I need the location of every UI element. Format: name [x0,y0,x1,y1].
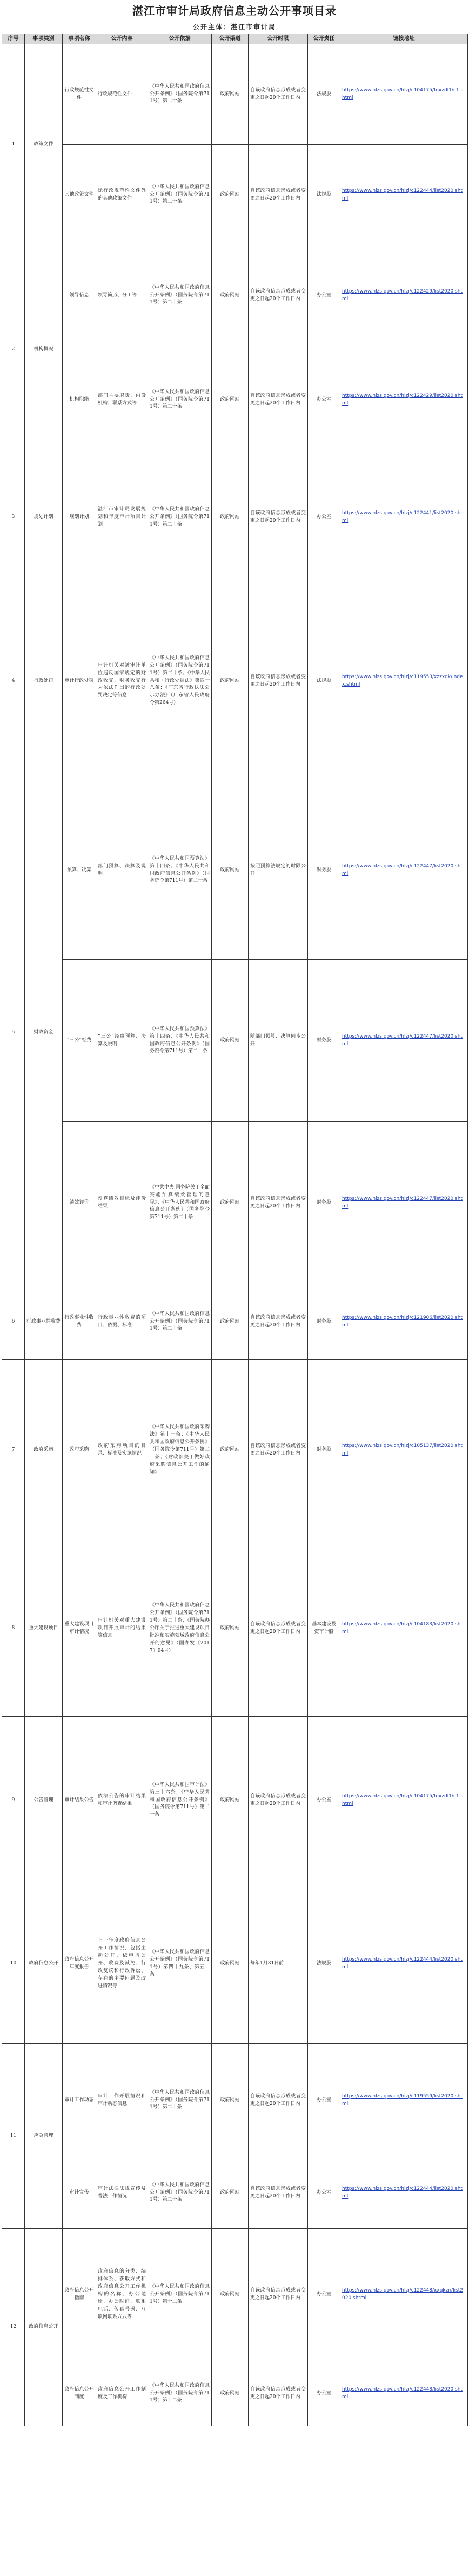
row-item-name: 预算、决算 [63,781,96,960]
row-link[interactable]: https://www.hlzs.gov.cn/hlzj/c121906/list2020.shtml [340,1284,468,1360]
page-title: 湛江市审计局政府信息主动公开事项目录 [132,4,337,17]
row-basis: 《中华人民共和国政府信息公开条例》（国务院令第711号）第二十条 [148,2157,212,2229]
row-content: 政府信息的分类、编排体系、获取方式和政府信息公开工作机构的名称、办公地址、办公时间、联系电话、传真号码、互联网联系方式等 [96,2229,148,2361]
row-item-name: 审计工作动态 [63,2044,96,2157]
row-number: 11 [2,2044,25,2229]
row-item-name: 政府信息公开年度报告 [63,1884,96,2044]
row-number: 4 [2,581,25,781]
row-channel: 政府网站 [212,781,249,960]
col-header-no: 序号 [2,34,25,44]
col-header-link: 链接地址 [340,34,468,44]
row-basis: 《中华人民共和国政府信息公开条例》（国务院令第711号）第二十条 [148,2044,212,2157]
row-basis: 《中华人民共和国政府信息公开条例》（国务院令第711号）第四十九条、第五十条 [148,1884,212,2044]
row-item-name: 领导信息 [63,245,96,346]
row-link[interactable]: https://www.hlzs.gov.cn/hlzj/c122444/list2020.shtml [340,145,468,245]
row-number: 10 [2,1884,25,2044]
row-channel: 政府网站 [212,581,249,781]
row-content: 行政规范性文件 [96,44,148,145]
col-header-content: 公开内容 [96,34,148,44]
row-item-name: 审计行政处罚 [63,581,96,781]
row-basis: 《中华人民共和国政府采购法》第十一条；《中华人民共和国政府信息公开条例》（国务院令第711号）第二十条；《财政部关于做好政府采购信息公开工作的通知》 [148,1360,212,1541]
row-number: 9 [2,1717,25,1884]
row-link[interactable]: https://www.hlzs.gov.cn/hlzj/c119559/list2020.shtml [340,2044,468,2157]
table-row [2,2361,468,2426]
row-link[interactable]: https://www.hlzs.gov.cn/hlzj/c105137/list2020.shtml [340,1360,468,1541]
row-basis: 《中华人民共和国审计法》第三十六条；《中华人民共和国政府信息公开条例》（国务院令第711号）第二十条 [148,1717,212,1884]
row-item-name: 其他政策文件 [63,145,96,245]
row-time-limit: 自该政府信息形成或者变更之日起20个工作日内 [249,2157,308,2229]
row-time-limit: 自该政府信息形成或者变更之日起20个工作日内 [249,1122,308,1284]
row-item-name: 重大建设项目审计情况 [63,1541,96,1717]
row-department: 财务股 [308,1122,340,1284]
row-item-name: 绩效评价 [63,1122,96,1284]
row-number: 2 [2,245,25,454]
row-item-name: 审计结果公告 [63,1717,96,1884]
row-department: 法规股 [308,44,340,145]
row-content: 审计机关对重大建设项目开展审计的结果等信息 [96,1541,148,1717]
row-item-name: 政府信息公开制度 [63,2361,96,2426]
row-department: 财务股 [308,1284,340,1360]
row-time-limit: 自该政府信息形成或者变更之日起20个工作日内 [249,346,308,454]
row-category: 政策文件 [25,44,63,245]
row-channel: 政府网站 [212,2361,249,2426]
row-link[interactable]: https://www.hlzs.gov.cn/hlzj/c104183/list2020.shtml [340,1541,468,1717]
table-row [2,2044,468,2157]
row-content: 部门主要职责、内设机构、联系方式等 [96,346,148,454]
row-channel: 政府网站 [212,1360,249,1541]
row-time-limit: 自该政府信息形成或者变更之日起20个工作日内 [249,2229,308,2361]
col-header-channel: 公开渠道 [212,34,249,44]
row-department: 办公室 [308,2361,340,2426]
row-content: 行政事业性收费的项目、依据、标准 [96,1284,148,1360]
row-content: 政府信息公开工作制度及工作机构 [96,2361,148,2426]
row-content: 审计法律法规宣传及普法工作情况 [96,2157,148,2229]
row-link[interactable]: https://www.hlzs.gov.cn/hlzj/c122444/list2020.shtml [340,2157,468,2229]
row-basis: 《中华人民共和国预算法》第十四条；《中华人民共和国政府信息公开条例》（国务院令第711号）第二十条 [148,781,212,960]
row-channel: 政府网站 [212,2157,249,2229]
row-basis: 《中华人民共和国政府信息公开条例》（国务院令第711号）第二十条 [148,245,212,346]
row-time-limit: 随部门预算、决算同步公开 [249,960,308,1122]
row-number: 8 [2,1541,25,1717]
row-department: 办公室 [308,1717,340,1884]
table-row [2,1122,468,1284]
row-content: 审计工作开展情况和审计动态信息 [96,2044,148,2157]
page-subtitle: 公开主体：湛江市审计局 [192,23,276,31]
table-row [2,1717,468,1884]
row-basis: 《中华人民共和国政府信息公开条例》（国务院令第711号）第二十条；《国务院办公厅关于推进重大建设项目批准和实施领域政府信息公开的意见》（国办发〔2017〕94号） [148,1541,212,1717]
row-time-limit: 自该政府信息形成或者变更之日起20个工作日内 [249,145,308,245]
row-category: 重大建设项目 [25,1541,63,1717]
row-department: 办公室 [308,2044,340,2157]
row-time-limit: 自该政府信息形成或者变更之日起20个工作日内 [249,1284,308,1360]
row-link[interactable]: https://www.hlzs.gov.cn/hlzj/c104175/fgxzdl1/c1.shtml [340,44,468,145]
table-row [2,44,468,145]
row-department: 财务股 [308,1360,340,1541]
row-content: 政府采购项目的目录、标准及实施情况 [96,1360,148,1541]
row-channel: 政府网站 [212,454,249,581]
row-link[interactable]: https://www.hlzs.gov.cn/hlzj/c122444/list2020.shtml [340,1884,468,2044]
row-time-limit: 自该政府信息形成或者变更之日起20个工作日内 [249,1360,308,1541]
row-channel: 政府网站 [212,1884,249,2044]
row-category: 机构概况 [25,245,63,454]
row-time-limit: 自该政府信息形成或者变更之日起20个工作日内 [249,2361,308,2426]
row-basis: 《中共中央 国务院关于全面实施预算绩效管理的意见》；《中华人民共和国政府信息公开条例》（国务院令第711号）第二十条 [148,1122,212,1284]
row-category: 行政处罚 [25,581,63,781]
table-row [2,2157,468,2229]
row-content: 审计机关对被审计单位违反国家规定的财政收支、财务收支行为依法作出的行政处罚决定等信息 [96,581,148,781]
row-time-limit: 自该政府信息形成或者变更之日起20个工作日内 [249,44,308,145]
row-category: 政府信息公开 [25,1884,63,2044]
row-department: 办公室 [308,454,340,581]
row-category: 财政资金 [25,781,63,1284]
row-content: 湛江市审计局发展规划和年度审计项目计划 [96,454,148,581]
row-channel: 政府网站 [212,346,249,454]
row-number: 7 [2,1360,25,1541]
row-channel: 政府网站 [212,44,249,145]
row-content: 预算绩效目标及评价结果 [96,1122,148,1284]
row-time-limit: 自该政府信息形成或者变更之日起20个工作日内 [249,1717,308,1884]
row-item-name: 政府采购 [63,1360,96,1541]
row-link[interactable]: https://www.hlzs.gov.cn/hlzj/c122447/list2020.shtml [340,960,468,1122]
row-content: 部门预算、决算及说明 [96,781,148,960]
row-number: 6 [2,1284,25,1360]
table-row [2,145,468,245]
row-item-name: “三公”经费 [63,960,96,1122]
row-time-limit: 自该政府信息形成或者变更之日起20个工作日内 [249,2044,308,2157]
row-content: 除行政规范性文件外的其他政策文件 [96,145,148,245]
row-basis: 《中华人民共和国政府信息公开条例》（国务院令第711号）第二十条 [148,145,212,245]
row-item-name: 行政规范性文件 [63,44,96,145]
table-row [2,245,468,346]
col-header-name: 事项名称 [63,34,96,44]
row-category: 公告管理 [25,1717,63,1884]
row-time-limit: 每年1月31日前 [249,1884,308,2044]
row-item-name: 规划计划 [63,454,96,581]
row-link[interactable]: https://www.hlzs.gov.cn/hlzj/c122429/list2020.shtml [340,245,468,346]
row-basis: 《中华人民共和国政府信息公开条例》（国务院令第711号）第二十条；《中华人民共和国行政处罚法》第四十八条；《广东省行政执法公示办法》（广东省人民政府令第264号） [148,581,212,781]
col-header-time: 公开时限 [249,34,308,44]
row-basis: 《中华人民共和国政府信息公开条例》（国务院令第711号）第二十条 [148,1284,212,1360]
row-channel: 政府网站 [212,1717,249,1884]
row-link[interactable]: https://www.hlzs.gov.cn/hlzj/c122448/xxgkzn/list2020.shtml [340,2229,468,2361]
table-row [2,1884,468,2044]
table-row [2,960,468,1122]
table-row [2,346,468,454]
row-content: “三公”经费预算、决算及说明 [96,960,148,1122]
row-department: 法规股 [308,581,340,781]
row-number: 1 [2,44,25,245]
row-department: 办公室 [308,2157,340,2229]
row-channel: 政府网站 [212,1122,249,1284]
row-link[interactable]: https://www.hlzs.gov.cn/hlzj/c122441/list2020.shtml [340,454,468,581]
row-basis: 《中华人民共和国政府信息公开条例》（国务院令第711号）第二十条 [148,454,212,581]
row-time-limit: 按照预算法规定的时限公开 [249,781,308,960]
row-department: 法规股 [308,1884,340,2044]
row-department: 法规股 [308,145,340,245]
row-link[interactable]: https://www.hlzs.gov.cn/hlzj/c122448/list2020.shtml [340,2361,468,2426]
row-item-name: 政府信息公开指南 [63,2229,96,2361]
row-content: 依法公告的审计结果和审计调查结果 [96,1717,148,1884]
disclosure-table [2,34,468,2426]
row-channel: 政府网站 [212,2044,249,2157]
col-header-dept: 公开责任 [308,34,340,44]
table-row [2,781,468,960]
row-basis: 《中华人民共和国政府信息公开条例》（国务院令第711号）第二十条 [148,44,212,145]
row-department: 办公室 [308,346,340,454]
row-basis: 《中华人民共和国政府信息公开条例》（国务院令第711号）第二十条 [148,346,212,454]
table-row [2,454,468,581]
row-category: 政府采购 [25,1360,63,1541]
row-time-limit: 自该政府信息形成或者变更之日起20个工作日内 [249,454,308,581]
row-number: 3 [2,454,25,581]
row-department: 财务股 [308,960,340,1122]
col-header-category: 事项类别 [25,34,63,44]
row-item-name: 机构职能 [63,346,96,454]
row-time-limit: 自该政府信息形成或者变更之日起20个工作日内 [249,1541,308,1717]
row-time-limit: 自该政府信息形成或者变更之日起20个工作日内 [249,245,308,346]
row-category: 行政事业性收费 [25,1284,63,1360]
row-basis: 《中华人民共和国政府信息公开条例》（国务院令第711号）第十二条 [148,2229,212,2361]
row-basis: 《中华人民共和国预算法》第十四条；《中华人民共和国政府信息公开条例》（国务院令第711号）第二十条 [148,960,212,1122]
row-channel: 政府网站 [212,145,249,245]
row-category: 规划计划 [25,454,63,581]
row-link[interactable]: https://www.hlzs.gov.cn/hlzj/c119553/xzzxgk/index.shtml [340,581,468,781]
table-row [2,581,468,781]
row-channel: 政府网站 [212,1284,249,1360]
row-department: 办公室 [308,2229,340,2361]
row-item-name: 审计宣传 [63,2157,96,2229]
row-content: 上一年度政府信息公开工作情况，包括主动公开、依申请公开、收费及减免、行政复议和行政诉讼、存在的主要问题及改进情况等 [96,1884,148,2044]
row-link[interactable]: https://www.hlzs.gov.cn/hlzj/c104175/fgxzdl1/c1.shtml [340,1717,468,1884]
row-channel: 政府网站 [212,245,249,346]
row-item-name: 行政事业性收费 [63,1284,96,1360]
row-link[interactable]: https://www.hlzs.gov.cn/hlzj/c122429/list2020.shtml [340,346,468,454]
row-basis: 《中华人民共和国政府信息公开条例》（国务院令第711号）第十二条 [148,2361,212,2426]
row-category: 应急管理 [25,2044,63,2229]
row-content: 领导简历、分工等 [96,245,148,346]
row-category: 政府信息公开 [25,2229,63,2426]
row-channel: 政府网站 [212,1541,249,1717]
row-channel: 政府网站 [212,2229,249,2361]
row-time-limit: 自该政府信息形成或者变更之日起20个工作日内 [249,581,308,781]
table-row [2,2229,468,2361]
row-department: 办公室 [308,245,340,346]
row-department: 财务股 [308,781,340,960]
table-row [2,1541,468,1717]
table-row [2,1360,468,1541]
row-channel: 政府网站 [212,960,249,1122]
row-link[interactable]: https://www.hlzs.gov.cn/hlzj/c122447/list2020.shtml [340,1122,468,1284]
col-header-basis: 公开依据 [148,34,212,44]
row-link[interactable]: https://www.hlzs.gov.cn/hlzj/c122447/list2020.shtml [340,781,468,960]
row-number: 12 [2,2229,25,2426]
table-row [2,1284,468,1360]
row-number: 5 [2,781,25,1284]
table-header-row [2,34,468,44]
row-department: 基本建设投资审计股 [308,1541,340,1717]
